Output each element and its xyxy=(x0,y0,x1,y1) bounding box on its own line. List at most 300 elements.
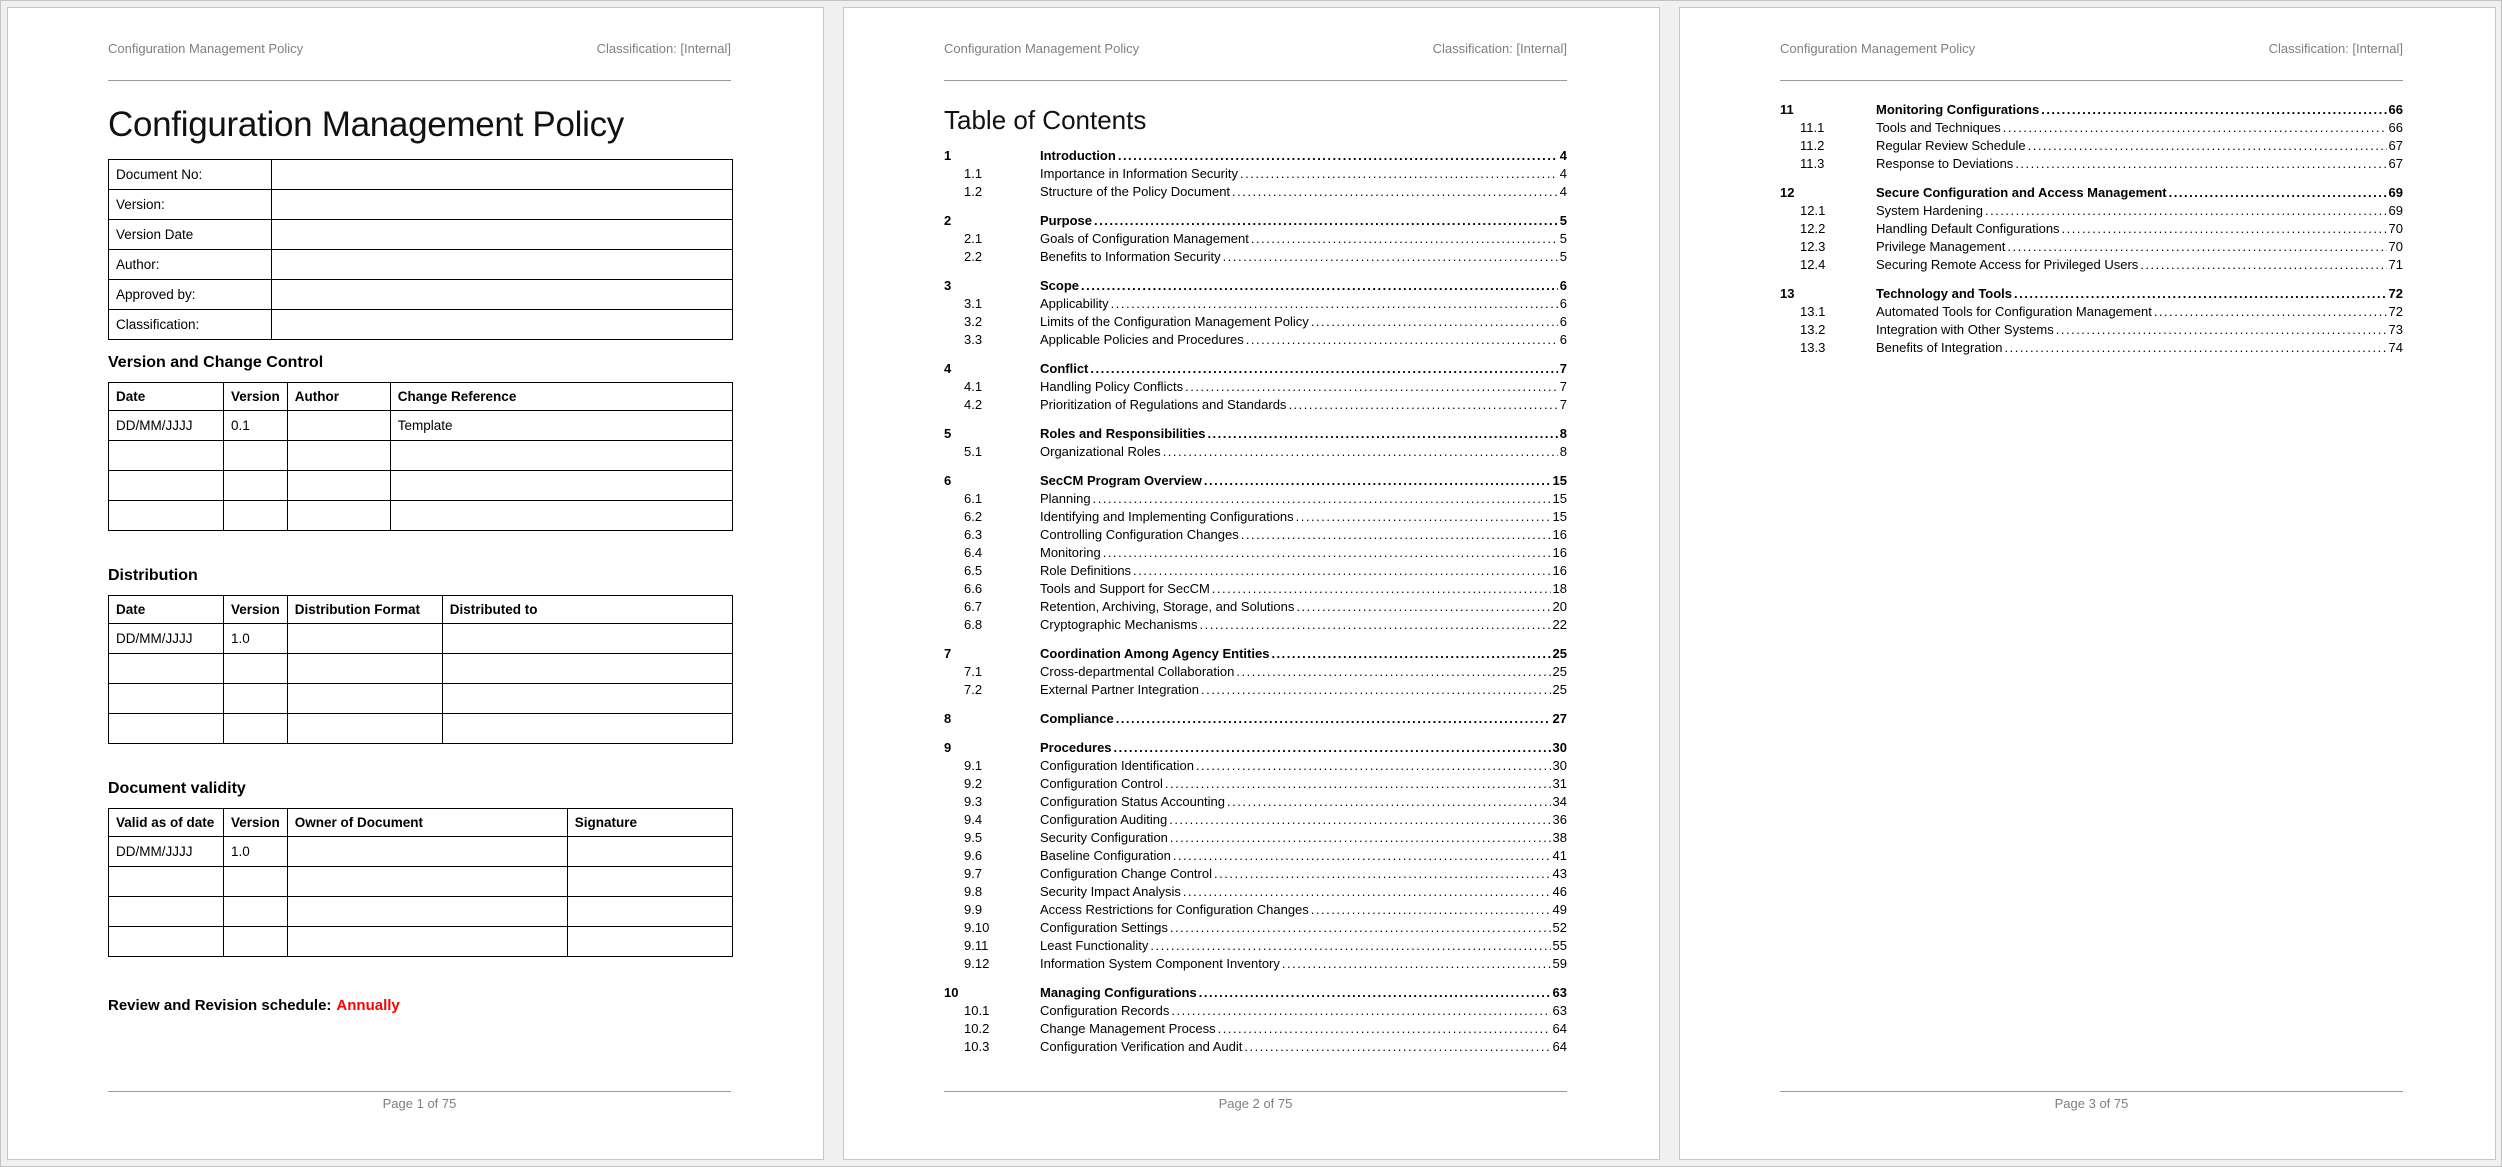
toc-entry-title: Cross-departmental Collaboration xyxy=(1040,664,1235,679)
toc-entry-title: Introduction xyxy=(1040,148,1116,163)
version-change-control-table xyxy=(108,382,733,531)
toc-entry-number: 13.3 xyxy=(1800,340,1826,355)
toc-dot-leader xyxy=(1212,580,1551,598)
toc-entry-page: 7 xyxy=(1559,361,1567,376)
toc-dot-leader xyxy=(1111,295,1558,313)
toc-entry-number: 2 xyxy=(944,213,952,228)
column-header: Version xyxy=(224,596,288,624)
toc-entry-page: 15 xyxy=(1552,473,1567,488)
toc-entry[interactable] xyxy=(944,165,1567,183)
toc-entry[interactable] xyxy=(1780,119,2403,137)
cell-valid-as-of-date xyxy=(109,867,224,897)
toc-entry-title: Privilege Management xyxy=(1876,239,2006,254)
toc-entry-title: Limits of the Configuration Management Policy xyxy=(1040,314,1309,329)
toc-entry-title: Tools and Support for SecCM xyxy=(1040,581,1210,596)
toc-entry-title: Automated Tools for Configuration Management xyxy=(1876,304,2152,319)
toc-entry-page: 7 xyxy=(1559,397,1567,412)
toc-entry-page: 72 xyxy=(2388,304,2403,319)
toc-entry-title: System Hardening xyxy=(1876,203,1983,218)
toc-entry[interactable] xyxy=(944,919,1567,937)
toc-entry-title: Coordination Among Agency Entities xyxy=(1040,646,1270,661)
column-header: Author xyxy=(287,383,390,411)
review-schedule-line xyxy=(108,997,731,1014)
toc-entry[interactable] xyxy=(944,829,1567,847)
toc-entry-number: 9.1 xyxy=(964,758,983,773)
table-row xyxy=(109,280,733,310)
toc-dot-leader xyxy=(2169,184,2387,202)
toc-entry-page: 34 xyxy=(1552,794,1567,809)
toc-entry[interactable] xyxy=(944,1038,1567,1056)
toc-entry-page: 6 xyxy=(1559,332,1567,347)
toc-dot-leader xyxy=(1163,443,1558,461)
toc-entry[interactable] xyxy=(944,847,1567,865)
table-row xyxy=(109,837,733,867)
toc-dot-leader xyxy=(1311,313,1558,331)
toc-entry-page: 70 xyxy=(2388,239,2403,254)
cell-change-reference: Template xyxy=(390,411,732,441)
toc-entry-number: 11 xyxy=(1780,102,1794,117)
toc-entry-number: 6.7 xyxy=(964,599,983,614)
toc-dot-leader xyxy=(2015,155,2386,173)
toc-entry-number: 9.9 xyxy=(964,902,983,917)
toc-entry-page: 4 xyxy=(1559,148,1567,163)
toc-entry-title: Retention, Archiving, Storage, and Solutions xyxy=(1040,599,1295,614)
toc-dot-leader xyxy=(1296,598,1550,616)
table-row xyxy=(109,441,733,471)
toc-entry[interactable] xyxy=(1780,101,2403,119)
toc-entry-number: 6.2 xyxy=(964,509,983,524)
toc-entry[interactable] xyxy=(944,183,1567,201)
toc-entry[interactable] xyxy=(944,645,1567,663)
toc-dot-leader xyxy=(1223,248,1558,266)
toc-entry[interactable] xyxy=(944,562,1567,580)
column-header: Change Reference xyxy=(390,383,732,411)
toc-entry[interactable] xyxy=(944,1002,1567,1020)
column-header: Version xyxy=(224,383,288,411)
header-doc-title: Configuration Management Policy xyxy=(944,41,1140,56)
toc-entry-page: 52 xyxy=(1552,920,1567,935)
toc-dot-leader xyxy=(1173,847,1551,865)
toc-entry[interactable] xyxy=(1780,321,2403,339)
column-header: Signature xyxy=(567,809,732,837)
toc-entry-number: 6 xyxy=(944,473,952,488)
toc-entry[interactable] xyxy=(944,331,1567,349)
toc-entry-title: Regular Review Schedule xyxy=(1876,138,2026,153)
cell-owner xyxy=(287,867,567,897)
toc-entry-number: 3 xyxy=(944,278,952,293)
toc-dot-leader xyxy=(1282,955,1551,973)
toc-entry-page: 5 xyxy=(1559,231,1567,246)
toc-entry[interactable] xyxy=(944,526,1567,544)
toc-dot-leader xyxy=(1183,883,1551,901)
toc-entry[interactable] xyxy=(944,490,1567,508)
info-value xyxy=(272,190,733,220)
toc-entry-page: 6 xyxy=(1559,296,1567,311)
toc-entry[interactable] xyxy=(1780,285,2403,303)
toc-dot-leader xyxy=(1240,165,1558,183)
toc-dot-leader xyxy=(1199,984,1551,1002)
document-info-table xyxy=(108,159,733,340)
toc-entry[interactable] xyxy=(1780,184,2403,202)
table-row xyxy=(109,654,733,684)
toc-entry-number: 9.11 xyxy=(964,938,989,953)
cell-date xyxy=(109,501,224,531)
cell-version: 1.0 xyxy=(224,624,288,654)
page-title: Configuration Management Policy xyxy=(108,105,624,144)
toc-entry-number: 13.2 xyxy=(1800,322,1826,337)
toc-entry[interactable] xyxy=(944,937,1567,955)
toc-entry-number: 6.4 xyxy=(964,545,983,560)
toc-entry-title: Role Definitions xyxy=(1040,563,1132,578)
toc-entry-number: 11.3 xyxy=(1800,156,1825,171)
toc-entry[interactable] xyxy=(944,472,1567,490)
toc-entry-title: Configuration Identification xyxy=(1040,758,1194,773)
cell-valid-as-of-date xyxy=(109,897,224,927)
toc-entry[interactable] xyxy=(1780,220,2403,238)
info-label: Version Date xyxy=(109,220,272,250)
page-header xyxy=(944,8,1567,81)
table-row xyxy=(109,867,733,897)
cell-signature xyxy=(567,897,732,927)
column-header: Version xyxy=(224,809,288,837)
toc-entry-number: 12 xyxy=(1780,185,1795,200)
toc-entry-page: 5 xyxy=(1559,249,1567,264)
toc-entry-title: Purpose xyxy=(1040,213,1093,228)
cell-owner xyxy=(287,897,567,927)
toc-entry[interactable] xyxy=(944,793,1567,811)
toc-entry-title: Securing Remote Access for Privileged Users xyxy=(1876,257,2139,272)
toc-entry-title: Configuration Settings xyxy=(1040,920,1168,935)
toc-dot-leader xyxy=(1094,212,1558,230)
toc-dot-leader xyxy=(2014,285,2387,303)
toc-entry-number: 2.1 xyxy=(964,231,983,246)
toc-entry-page: 4 xyxy=(1559,166,1567,181)
cell-version xyxy=(224,654,288,684)
cell-date xyxy=(109,714,224,744)
toc-dot-leader xyxy=(1116,710,1551,728)
toc-entry[interactable] xyxy=(944,616,1567,634)
toc-entry-page: 63 xyxy=(1552,985,1567,1000)
table-of-contents xyxy=(944,147,1567,1056)
toc-entry-number: 3.1 xyxy=(964,296,983,311)
toc-entry[interactable] xyxy=(944,865,1567,883)
toc-entry[interactable] xyxy=(944,883,1567,901)
cell-version xyxy=(224,684,288,714)
toc-entry-title: Prioritization of Regulations and Standards xyxy=(1040,397,1287,412)
toc-entry-number: 1.1 xyxy=(964,166,983,181)
toc-entry[interactable] xyxy=(944,544,1567,562)
page-footer xyxy=(108,1091,731,1111)
toc-entry[interactable] xyxy=(1780,339,2403,357)
cell-change-reference xyxy=(390,501,732,531)
toc-entry-number: 9.5 xyxy=(964,830,983,845)
table-row xyxy=(109,411,733,441)
page-header xyxy=(1780,8,2403,81)
toc-dot-leader xyxy=(2062,220,2387,238)
cell-version: 0.1 xyxy=(224,411,288,441)
toc-entry-number: 7 xyxy=(944,646,952,661)
toc-entry-title: Secure Configuration and Access Management xyxy=(1876,185,2167,200)
toc-entry-number: 12.4 xyxy=(1800,257,1826,272)
toc-entry-title: Access Restrictions for Configuration Changes xyxy=(1040,902,1309,917)
toc-entry-page: 49 xyxy=(1552,902,1567,917)
toc-entry-number: 3.3 xyxy=(964,332,983,347)
table-row xyxy=(109,160,733,190)
cell-version xyxy=(224,897,288,927)
toc-entry[interactable] xyxy=(944,811,1567,829)
toc-entry[interactable] xyxy=(944,396,1567,414)
toc-dot-leader xyxy=(2007,238,2386,256)
toc-entry-page: 64 xyxy=(1552,1021,1567,1036)
toc-entry-number: 12.2 xyxy=(1800,221,1826,236)
toc-entry[interactable] xyxy=(944,955,1567,973)
toc-entry[interactable] xyxy=(944,775,1567,793)
toc-entry-title: Roles and Responsibilities xyxy=(1040,426,1206,441)
toc-entry[interactable] xyxy=(944,901,1567,919)
toc-entry-page: 64 xyxy=(1552,1039,1567,1054)
toc-entry[interactable] xyxy=(944,212,1567,230)
toc-entry[interactable] xyxy=(944,598,1567,616)
document-page-3[interactable] xyxy=(1679,7,2496,1160)
toc-dot-leader xyxy=(1093,490,1551,508)
toc-entry[interactable] xyxy=(944,248,1567,266)
document-validity-table xyxy=(108,808,733,957)
page-number: Page 3 of 75 xyxy=(2054,1096,2129,1111)
cell-valid-as-of-date: DD/MM/JJJJ xyxy=(109,837,224,867)
toc-entry-page: 20 xyxy=(1552,599,1567,614)
cell-distributed-to xyxy=(442,654,732,684)
toc-entry[interactable] xyxy=(1780,303,2403,321)
toc-entry-title: Benefits of Integration xyxy=(1876,340,2003,355)
toc-entry-number: 13.1 xyxy=(1800,304,1826,319)
toc-entry-number: 8 xyxy=(944,711,952,726)
review-frequency: Annually xyxy=(336,997,400,1014)
cell-version xyxy=(224,441,288,471)
toc-entry-number: 6.3 xyxy=(964,527,983,542)
toc-entry-number: 3.2 xyxy=(964,314,983,329)
toc-entry-number: 10.2 xyxy=(964,1021,990,1036)
toc-dot-leader xyxy=(1103,544,1551,562)
toc-entry-number: 11.2 xyxy=(1800,138,1825,153)
toc-entry-page: 25 xyxy=(1552,664,1567,679)
toc-dot-leader xyxy=(1207,425,1557,443)
toc-entry-title: Baseline Configuration xyxy=(1040,848,1171,863)
toc-dot-leader xyxy=(1196,757,1551,775)
page-header xyxy=(108,8,731,81)
toc-dot-leader xyxy=(1118,147,1558,165)
distribution-table xyxy=(108,595,733,744)
toc-entry-page: 66 xyxy=(2388,102,2403,117)
toc-dot-leader xyxy=(1236,663,1550,681)
toc-dot-leader xyxy=(1214,865,1551,883)
toc-entry[interactable] xyxy=(944,360,1567,378)
table-row xyxy=(109,927,733,957)
toc-entry-title: Tools and Techniques xyxy=(1876,120,2001,135)
toc-entry-title: Response to Deviations xyxy=(1876,156,2014,171)
cell-signature xyxy=(567,867,732,897)
toc-entry-title: Security Configuration xyxy=(1040,830,1168,845)
toc-dot-leader xyxy=(2028,137,2387,155)
toc-dot-leader xyxy=(1201,681,1551,699)
section-heading-document-validity: Document validity xyxy=(108,780,246,797)
info-label: Approved by: xyxy=(109,280,272,310)
toc-entry-page: 4 xyxy=(1559,184,1567,199)
section-heading-version-control: Version and Change Control xyxy=(108,354,324,371)
toc-entry-title: Conflict xyxy=(1040,361,1089,376)
table-row xyxy=(109,897,733,927)
table-row xyxy=(109,190,733,220)
cell-distribution-format xyxy=(287,714,442,744)
toc-entry-title: Information System Component Inventory xyxy=(1040,956,1280,971)
toc-entry[interactable] xyxy=(1780,137,2403,155)
toc-entry-page: 25 xyxy=(1552,682,1567,697)
toc-entry-page: 69 xyxy=(2388,185,2403,200)
toc-entry[interactable] xyxy=(944,681,1567,699)
toc-entry[interactable] xyxy=(944,757,1567,775)
toc-entry-title: Organizational Roles xyxy=(1040,444,1161,459)
toc-entry[interactable] xyxy=(944,277,1567,295)
toc-entry[interactable] xyxy=(944,147,1567,165)
toc-dot-leader xyxy=(2003,119,2387,137)
toc-entry-page: 30 xyxy=(1552,740,1567,755)
toc-entry[interactable] xyxy=(1780,256,2403,274)
toc-dot-leader xyxy=(2154,303,2387,321)
toc-entry-page: 67 xyxy=(2388,138,2403,153)
toc-entry-title: Least Functionality xyxy=(1040,938,1149,953)
cell-version: 1.0 xyxy=(224,837,288,867)
table-header-row xyxy=(109,596,733,624)
toc-entry[interactable] xyxy=(944,378,1567,396)
cell-valid-as-of-date xyxy=(109,927,224,957)
toc-entry[interactable] xyxy=(944,443,1567,461)
toc-dot-leader xyxy=(1311,901,1551,919)
column-header: Owner of Document xyxy=(287,809,567,837)
cell-version xyxy=(224,714,288,744)
table-row xyxy=(109,714,733,744)
toc-entry-page: 8 xyxy=(1559,444,1567,459)
toc-entry-number: 4.1 xyxy=(964,379,983,394)
toc-entry-title: Procedures xyxy=(1040,740,1112,755)
toc-entry-page: 63 xyxy=(1552,1003,1567,1018)
info-value xyxy=(272,220,733,250)
cell-signature xyxy=(567,837,732,867)
toc-dot-leader xyxy=(1296,508,1551,526)
cell-version xyxy=(224,867,288,897)
column-header: Date xyxy=(109,383,224,411)
cell-distribution-format xyxy=(287,654,442,684)
toc-entry[interactable] xyxy=(944,295,1567,313)
cell-change-reference xyxy=(390,471,732,501)
toc-dot-leader xyxy=(1246,331,1558,349)
toc-entry[interactable] xyxy=(944,663,1567,681)
toc-entry-page: 36 xyxy=(1552,812,1567,827)
toc-entry-page: 43 xyxy=(1552,866,1567,881)
toc-entry-title: Configuration Auditing xyxy=(1040,812,1168,827)
toc-entry-number: 4 xyxy=(944,361,952,376)
toc-entry-page: 5 xyxy=(1559,213,1567,228)
header-doc-title: Configuration Management Policy xyxy=(108,41,304,56)
toc-entry-title: Security Impact Analysis xyxy=(1040,884,1181,899)
toc-entry-number: 7.2 xyxy=(964,682,983,697)
toc-entry[interactable] xyxy=(944,580,1567,598)
toc-entry-page: 71 xyxy=(2388,257,2403,272)
document-page-1[interactable] xyxy=(7,7,824,1160)
toc-entry-number: 7.1 xyxy=(964,664,983,679)
toc-dot-leader xyxy=(2041,101,2386,119)
toc-entry-page: 27 xyxy=(1552,711,1567,726)
toc-entry-number: 9.12 xyxy=(964,956,990,971)
toc-entry[interactable] xyxy=(1780,155,2403,173)
toc-entry[interactable] xyxy=(944,425,1567,443)
toc-dot-leader xyxy=(1227,793,1551,811)
toc-entry[interactable] xyxy=(944,230,1567,248)
cell-date xyxy=(109,654,224,684)
toc-heading: Table of Contents xyxy=(944,105,1147,135)
table-of-contents-continued xyxy=(1780,101,2403,357)
toc-entry-number: 13 xyxy=(1780,286,1795,301)
toc-dot-leader xyxy=(2004,339,2386,357)
toc-entry-page: 6 xyxy=(1559,314,1567,329)
toc-entry-number: 5.1 xyxy=(964,444,983,459)
cell-author xyxy=(287,441,390,471)
toc-entry-page: 6 xyxy=(1559,278,1567,293)
toc-entry-title: Applicability xyxy=(1040,296,1109,311)
cell-owner xyxy=(287,927,567,957)
toc-entry[interactable] xyxy=(944,739,1567,757)
toc-entry[interactable] xyxy=(944,1020,1567,1038)
toc-dot-leader xyxy=(1170,829,1551,847)
toc-dot-leader xyxy=(1150,937,1550,955)
toc-entry[interactable] xyxy=(1780,202,2403,220)
toc-entry-number: 1.2 xyxy=(964,184,983,199)
toc-dot-leader xyxy=(1114,739,1551,757)
toc-entry-number: 10.1 xyxy=(964,1003,990,1018)
toc-entry-page: 31 xyxy=(1552,776,1567,791)
toc-dot-leader xyxy=(1081,277,1558,295)
toc-entry-title: Integration with Other Systems xyxy=(1876,322,2054,337)
header-doc-title: Configuration Management Policy xyxy=(1780,41,1976,56)
toc-entry-page: 72 xyxy=(2388,286,2403,301)
toc-entry[interactable] xyxy=(944,984,1567,1002)
toc-dot-leader xyxy=(1218,1020,1551,1038)
toc-entry-number: 6.1 xyxy=(964,491,983,506)
toc-dot-leader xyxy=(2056,321,2387,339)
toc-entry[interactable] xyxy=(944,508,1567,526)
toc-entry[interactable] xyxy=(1780,238,2403,256)
toc-entry-page: 38 xyxy=(1552,830,1567,845)
info-label: Version: xyxy=(109,190,272,220)
header-classification: Classification: [Internal] xyxy=(2268,41,2403,56)
toc-entry-page: 55 xyxy=(1552,938,1567,953)
toc-entry-number: 9.8 xyxy=(964,884,983,899)
toc-entry-number: 9.10 xyxy=(964,920,990,935)
toc-entry-title: Handling Default Configurations xyxy=(1876,221,2060,236)
toc-entry[interactable] xyxy=(944,313,1567,331)
cell-version xyxy=(224,471,288,501)
toc-entry-page: 16 xyxy=(1552,563,1567,578)
toc-entry-title: Structure of the Policy Document xyxy=(1040,184,1231,199)
section-heading-distribution: Distribution xyxy=(108,567,198,584)
toc-entry[interactable] xyxy=(944,710,1567,728)
table-row xyxy=(109,501,733,531)
toc-entry-title: Handling Policy Conflicts xyxy=(1040,379,1184,394)
toc-entry-number: 9.3 xyxy=(964,794,983,809)
toc-entry-number: 6.8 xyxy=(964,617,983,632)
toc-entry-title: Change Management Process xyxy=(1040,1021,1216,1036)
toc-entry-page: 41 xyxy=(1552,848,1567,863)
document-page-2[interactable] xyxy=(843,7,1660,1160)
table-row xyxy=(109,624,733,654)
